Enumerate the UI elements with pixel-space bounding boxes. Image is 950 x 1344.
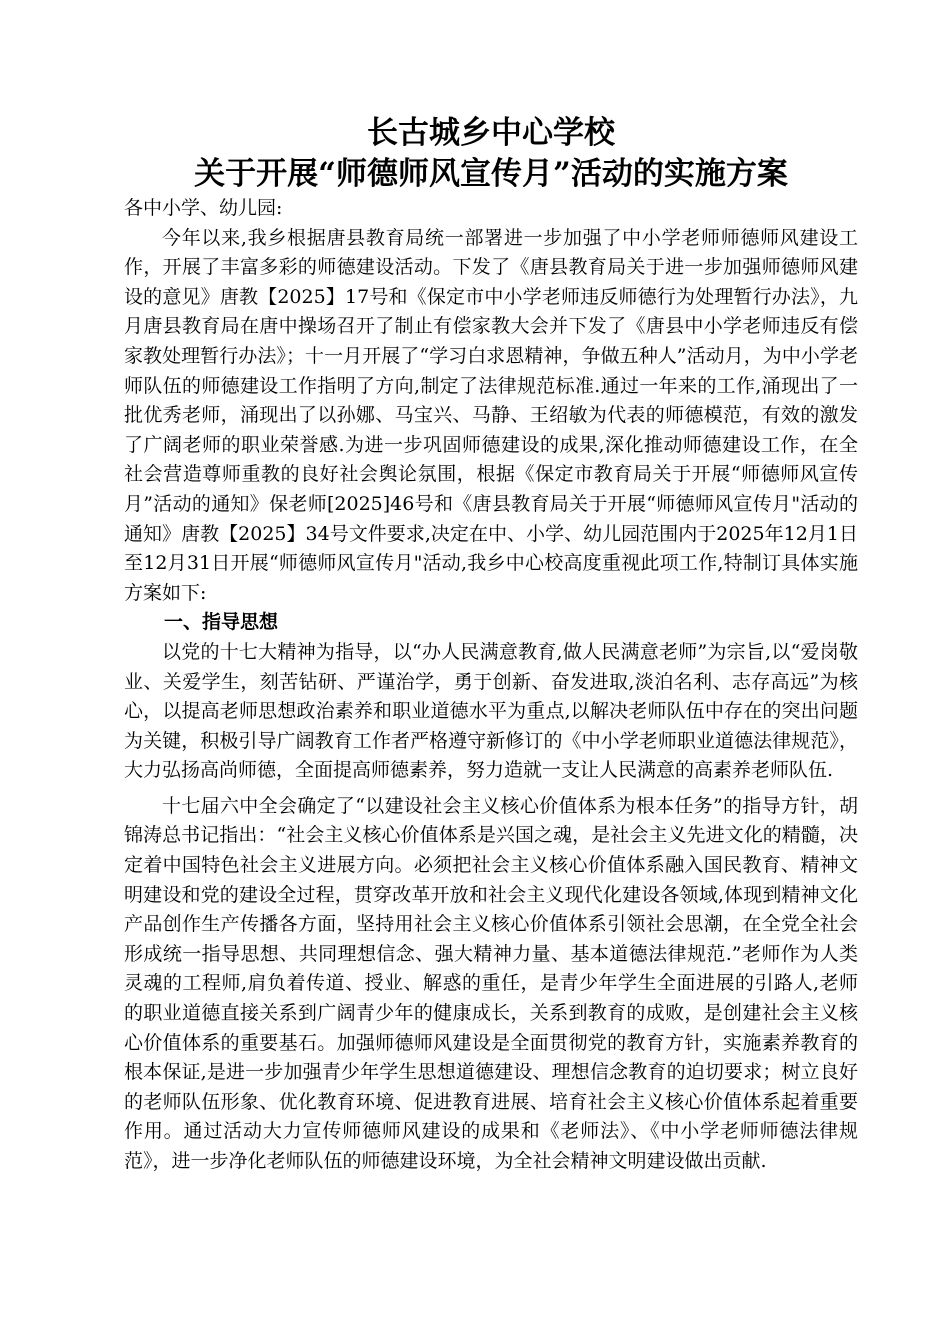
paragraph-intro: 今年以来,我乡根据唐县教育局统一部署进一步加强了中小学老师师德师风建设工作，开展了丰富多彩的师德建设活动。下发了《唐县教育局关于进一步加强师德师风建设的意见》唐教【2025】17号和《保定市中小学老师违反师德行为处理暂行办法》，九月唐县教育局在唐中操场召开了制止有偿家教大会并下发了《唐县中小学老师违反有偿家教处理暂行办法》；十一月开展了“学习白求恩精神，争做五种人”活动月，为中小学老师队伍的师德建设工作指明了方向,制定了法律规范标准.通过一年来的工作,涌现出了一批优秀老师，涌现出了以孙娜、马宝兴、马静、王绍敏为代表的师德模范，有效的激发了广阔老师的职业荣誉感.为进一步巩固师德建设的成果,深化推动师德建设工作，在全社会营造尊师重教的良好社会舆论氛围，根据《保定市教育局关于开展“师德师风宣传月”活动的通知》保老师[2025]46号和《唐县教育局关于开展“师德师风宣传月"活动的通知》唐教【2025】34号文件要求,决定在中、小学、幼儿园范围内于2025年12月1日至12月31日开展“师德师风宣传月"活动,我乡中心校高度重视此项工作,特制订具体实施方案如下: [124, 226, 858, 604]
document-title-line1: 长古城乡中心学校 [367, 115, 615, 151]
document-page [124, 112, 858, 1177]
salutation: 各中小学、幼儿园: [124, 197, 283, 219]
paragraph-guiding-ideology: 以党的十七大精神为指导，以“办人民满意教育,做人民满意老师”为宗旨,以“爱岗敬业、关爱学生，刻苦钻研、严谨治学，勇于创新、奋发进取,淡泊名利、志存高远”为核心，以提高老师思想政治素养和职业道德水平为重点,以解决老师队伍中存在的突出问题为关键，积极引导广阔教育工作者严格遵守新修订的《中小学老师职业道德法律规范》，大力弘扬高尚师德，全面提高师德素养，努力造就一支让人民满意的高素养老师队伍. [124, 640, 858, 782]
section-heading-guiding-ideology: 一、指导思想 [164, 611, 279, 634]
paragraph-core-values: 十七届六中全会确定了“以建设社会主义核心价值体系为根本任务”的指导方针，胡锦涛总书记指出：“社会主义核心价值体系是兴国之魂，是社会主义先进文化的精髓，决定着中国特色社会主义进展方向。必须把社会主义核心价值体系融入国民教育、精神文明建设和党的建设全过程，贯穿改革开放和社会主义现代化建设各领域,体现到精神文化产品创作生产传播各方面，坚持用社会主义核心价值体系引领社会思潮，在全党全社会形成统一指导思想、共同理想信念、强大精神力量、基本道德法律规范.”老师作为人类灵魂的工程师,肩负着传道、授业、解惑的重任，是青少年学生全面进展的引路人,老师的职业道德直接关系到广阔青少年的健康成长，关系到教育的成败，是创建社会主义核心价值体系的重要基石。加强师德师风建设是全面贯彻党的教育方针，实施素养教育的根本保证,是进一步加强青少年学生思想道德建设、理想信念教育的迫切要求；树立良好的老师队伍形象、优化教育环境、促进教育进展、培育社会主义核心价值体系起着重要作用。通过活动大力宣传师德师风建设的成果和《老师法》、《中小学老师师德法律规范》，进一步净化老师队伍的师德建设环境，为全社会精神文明建设做出贡献. [124, 794, 858, 1172]
document-title-line2: 关于开展“师德师风宣传月”活动的实施方案 [194, 156, 788, 192]
